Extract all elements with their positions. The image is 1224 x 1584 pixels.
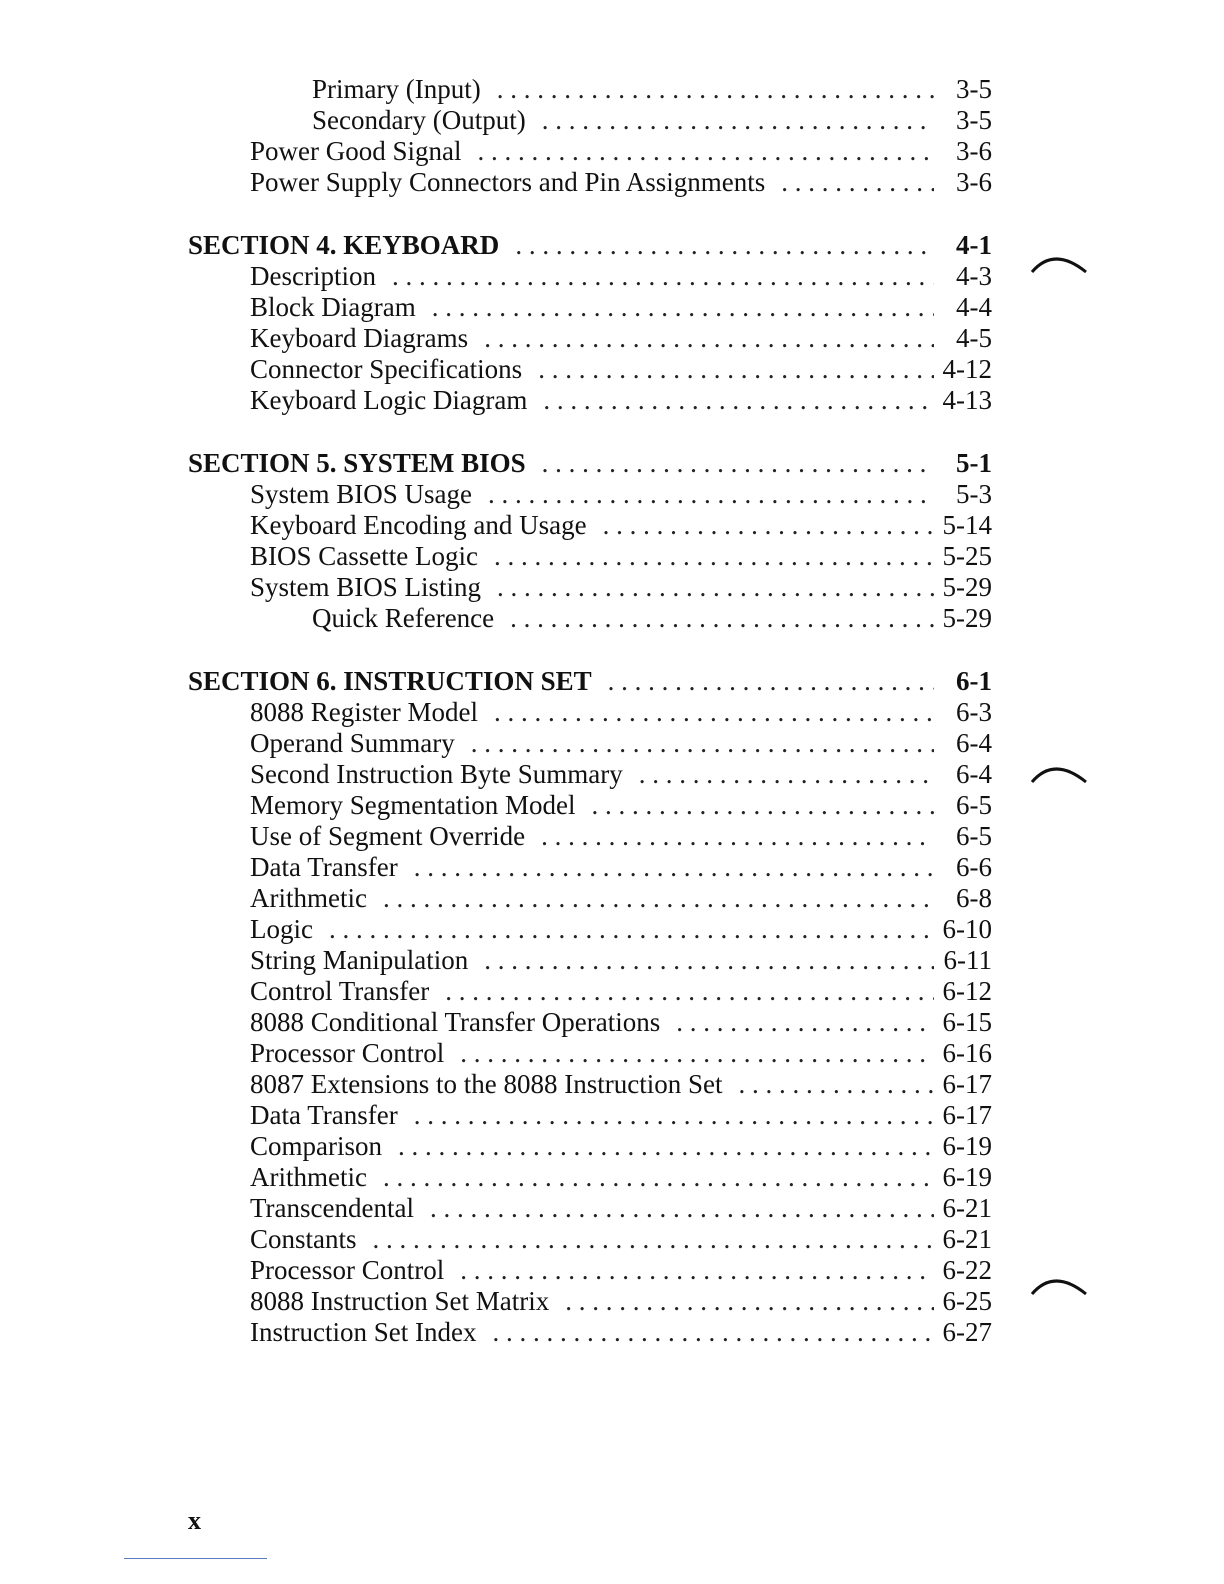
toc-entry-page-number: 3-6 (956, 136, 992, 166)
toc-entry-title: Comparison (250, 1131, 382, 1161)
toc-dot-leader (392, 261, 934, 292)
toc-entry-page-number: 6-3 (956, 697, 992, 727)
toc-entry-page-number: 6-22 (942, 1255, 992, 1285)
toc-entry (188, 1007, 992, 1038)
toc-dot-leader (373, 1224, 934, 1255)
toc-dot-leader (398, 1131, 934, 1162)
toc-entry-page-number: 3-5 (956, 74, 992, 104)
toc-section-heading (188, 448, 992, 479)
toc-entry-page-number: 6-5 (956, 821, 992, 851)
toc-entry-title: Memory Segmentation Model (250, 790, 576, 820)
toc-dot-leader (432, 292, 934, 323)
toc-entry-page-number: 6-19 (942, 1131, 992, 1161)
toc-entry (188, 136, 992, 167)
toc-entry-page-number: 5-29 (942, 572, 992, 602)
toc-dot-leader (471, 728, 934, 759)
toc-entry (188, 541, 992, 572)
toc-entry-title: BIOS Cassette Logic (250, 541, 478, 571)
footer-rule (124, 1558, 267, 1559)
toc-dot-leader (497, 572, 934, 603)
toc-section-heading (188, 230, 992, 261)
toc-entry (188, 1131, 992, 1162)
toc-section-page-number: 6-1 (956, 666, 992, 696)
toc-entry-title: Keyboard Encoding and Usage (250, 510, 587, 540)
toc-entry-page-number: 6-27 (942, 1317, 992, 1347)
toc-entry-page-number: 6-17 (942, 1069, 992, 1099)
toc-entry-title: Connector Specifications (250, 354, 523, 384)
binder-hole-mark-middle (1030, 760, 1088, 784)
toc-dot-leader (639, 759, 934, 790)
toc-entry (188, 105, 992, 136)
toc-entry-title: Data Transfer (250, 1100, 398, 1130)
toc-entry-page-number: 6-8 (956, 883, 992, 913)
toc-entry (188, 74, 992, 105)
toc-entry (188, 790, 992, 821)
toc-entry-title: Power Supply Connectors and Pin Assignments (250, 167, 766, 197)
toc-entry (188, 821, 992, 852)
toc-entry (188, 385, 992, 416)
toc-entry (188, 914, 992, 945)
toc-dot-leader (329, 914, 934, 945)
table-of-contents (188, 74, 992, 1348)
toc-entry (188, 1224, 992, 1255)
toc-entry (188, 292, 992, 323)
toc-entry (188, 1317, 992, 1348)
toc-entry (188, 479, 992, 510)
toc-entry-page-number: 4-12 (942, 354, 992, 384)
toc-entry (188, 976, 992, 1007)
toc-entry (188, 354, 992, 385)
toc-dot-leader (608, 666, 934, 697)
toc-entry-title: Arithmetic (250, 1162, 367, 1192)
toc-dot-leader (414, 852, 934, 883)
toc-entry-page-number: 6-4 (956, 728, 992, 758)
toc-entry-page-number: 6-15 (942, 1007, 992, 1037)
toc-entry-page-number: 6-21 (942, 1193, 992, 1223)
toc-dot-leader (445, 976, 934, 1007)
toc-entry-title: Transcendental (250, 1193, 414, 1223)
toc-dot-leader (538, 354, 934, 385)
toc-dot-leader (494, 541, 934, 572)
toc-entry-title: 8087 Extensions to the 8088 Instruction Set (250, 1069, 723, 1099)
binder-hole-mark-bottom (1030, 1272, 1088, 1296)
toc-dot-leader (542, 105, 934, 136)
toc-dot-leader (460, 1255, 934, 1286)
toc-entry-page-number: 5-25 (942, 541, 992, 571)
toc-section-title: SECTION 6. INSTRUCTION SET (188, 666, 592, 696)
toc-section-title: SECTION 4. KEYBOARD (188, 230, 500, 260)
toc-dot-leader (484, 945, 934, 976)
toc-entry-title: Block Diagram (250, 292, 416, 322)
toc-entry-title: 8088 Instruction Set Matrix (250, 1286, 550, 1316)
toc-entry-page-number: 6-25 (942, 1286, 992, 1316)
toc-entry (188, 1286, 992, 1317)
toc-entry-page-number: 6-12 (942, 976, 992, 1006)
toc-entry-title: 8088 Conditional Transfer Operations (250, 1007, 661, 1037)
toc-entry (188, 697, 992, 728)
toc-entry-title: Keyboard Logic Diagram (250, 385, 528, 415)
toc-dot-leader (510, 603, 934, 634)
toc-dot-leader (383, 1162, 934, 1193)
toc-dot-leader (460, 1038, 934, 1069)
toc-entry-page-number: 3-5 (956, 105, 992, 135)
toc-entry (188, 852, 992, 883)
toc-dot-leader (543, 385, 934, 416)
toc-dot-leader (492, 1317, 934, 1348)
toc-entry-title: Logic (250, 914, 313, 944)
toc-dot-leader (676, 1007, 934, 1038)
toc-entry-page-number: 4-3 (956, 261, 992, 291)
toc-section-page-number: 4-1 (956, 230, 992, 260)
toc-dot-leader (781, 167, 934, 198)
toc-entry (188, 883, 992, 914)
page-folio: x (188, 1506, 201, 1535)
toc-entry-title: Processor Control (250, 1038, 445, 1068)
toc-dot-leader (478, 136, 935, 167)
toc-entry (188, 510, 992, 541)
toc-entry (188, 323, 992, 354)
toc-entry-page-number: 4-13 (942, 385, 992, 415)
toc-entry-page-number: 4-5 (956, 323, 992, 353)
toc-dot-leader (430, 1193, 934, 1224)
toc-dot-leader (542, 448, 934, 479)
binder-hole-mark-top (1030, 250, 1088, 274)
toc-entry-title: Quick Reference (312, 603, 495, 633)
toc-entry (188, 1162, 992, 1193)
toc-entry-page-number: 6-16 (942, 1038, 992, 1068)
toc-entry (188, 1069, 992, 1100)
toc-continuation-block (188, 74, 992, 198)
toc-dot-leader (603, 510, 934, 541)
toc-entry-title: Second Instruction Byte Summary (250, 759, 623, 789)
toc-entry-title: Secondary (Output) (312, 105, 526, 135)
toc-entry (188, 167, 992, 198)
toc-dot-leader (484, 323, 934, 354)
toc-entry-page-number: 6-21 (942, 1224, 992, 1254)
toc-section-instruction-set (188, 666, 992, 1348)
toc-dot-leader (565, 1286, 934, 1317)
toc-entry-title: 8088 Register Model (250, 697, 478, 727)
toc-entry (188, 945, 992, 976)
toc-entry-title: Constants (250, 1224, 357, 1254)
toc-entry-page-number: 6-10 (942, 914, 992, 944)
toc-entry-page-number: 6-11 (943, 945, 992, 975)
toc-entry-page-number: 5-14 (942, 510, 992, 540)
toc-dot-leader (591, 790, 934, 821)
toc-entry-page-number: 6-4 (956, 759, 992, 789)
toc-dot-leader (383, 883, 934, 914)
toc-dot-leader (541, 821, 934, 852)
toc-entry-title: Processor Control (250, 1255, 445, 1285)
toc-entry-page-number: 6-6 (956, 852, 992, 882)
toc-entry-title: System BIOS Listing (250, 572, 482, 602)
toc-entry-title: Data Transfer (250, 852, 398, 882)
toc-entry-title: Instruction Set Index (250, 1317, 477, 1347)
toc-entry (188, 603, 992, 634)
toc-entry (188, 1038, 992, 1069)
toc-entry-page-number: 6-5 (956, 790, 992, 820)
toc-entry (188, 1255, 992, 1286)
toc-section-heading (188, 666, 992, 697)
toc-entry-page-number: 6-17 (942, 1100, 992, 1130)
toc-entry-title: String Manipulation (250, 945, 469, 975)
toc-entry (188, 728, 992, 759)
toc-entry-page-number: 5-29 (942, 603, 992, 633)
toc-entry-title: Primary (Input) (312, 74, 481, 104)
toc-section-page-number: 5-1 (956, 448, 992, 478)
toc-entry-title: Operand Summary (250, 728, 455, 758)
toc-entry-page-number: 6-19 (942, 1162, 992, 1192)
toc-dot-leader (494, 697, 934, 728)
toc-entry-title: Use of Segment Override (250, 821, 526, 851)
toc-dot-leader (738, 1069, 934, 1100)
toc-entry-title: System BIOS Usage (250, 479, 472, 509)
toc-dot-leader (515, 230, 934, 261)
toc-section-keyboard (188, 230, 992, 416)
toc-entry (188, 759, 992, 790)
toc-entry-title: Power Good Signal (250, 136, 462, 166)
toc-entry-page-number: 5-3 (956, 479, 992, 509)
toc-dot-leader (414, 1100, 934, 1131)
toc-entry-title: Control Transfer (250, 976, 430, 1006)
toc-entry-page-number: 4-4 (956, 292, 992, 322)
toc-entry-title: Keyboard Diagrams (250, 323, 469, 353)
toc-entry (188, 1100, 992, 1131)
toc-section-system-bios (188, 448, 992, 634)
toc-section-title: SECTION 5. SYSTEM BIOS (188, 448, 526, 478)
toc-entry (188, 261, 992, 292)
toc-entry-page-number: 3-6 (956, 167, 992, 197)
toc-dot-leader (497, 74, 934, 105)
toc-entry (188, 1193, 992, 1224)
toc-entry-title: Arithmetic (250, 883, 367, 913)
toc-dot-leader (488, 479, 934, 510)
toc-entry (188, 572, 992, 603)
toc-entry-title: Description (250, 261, 376, 291)
